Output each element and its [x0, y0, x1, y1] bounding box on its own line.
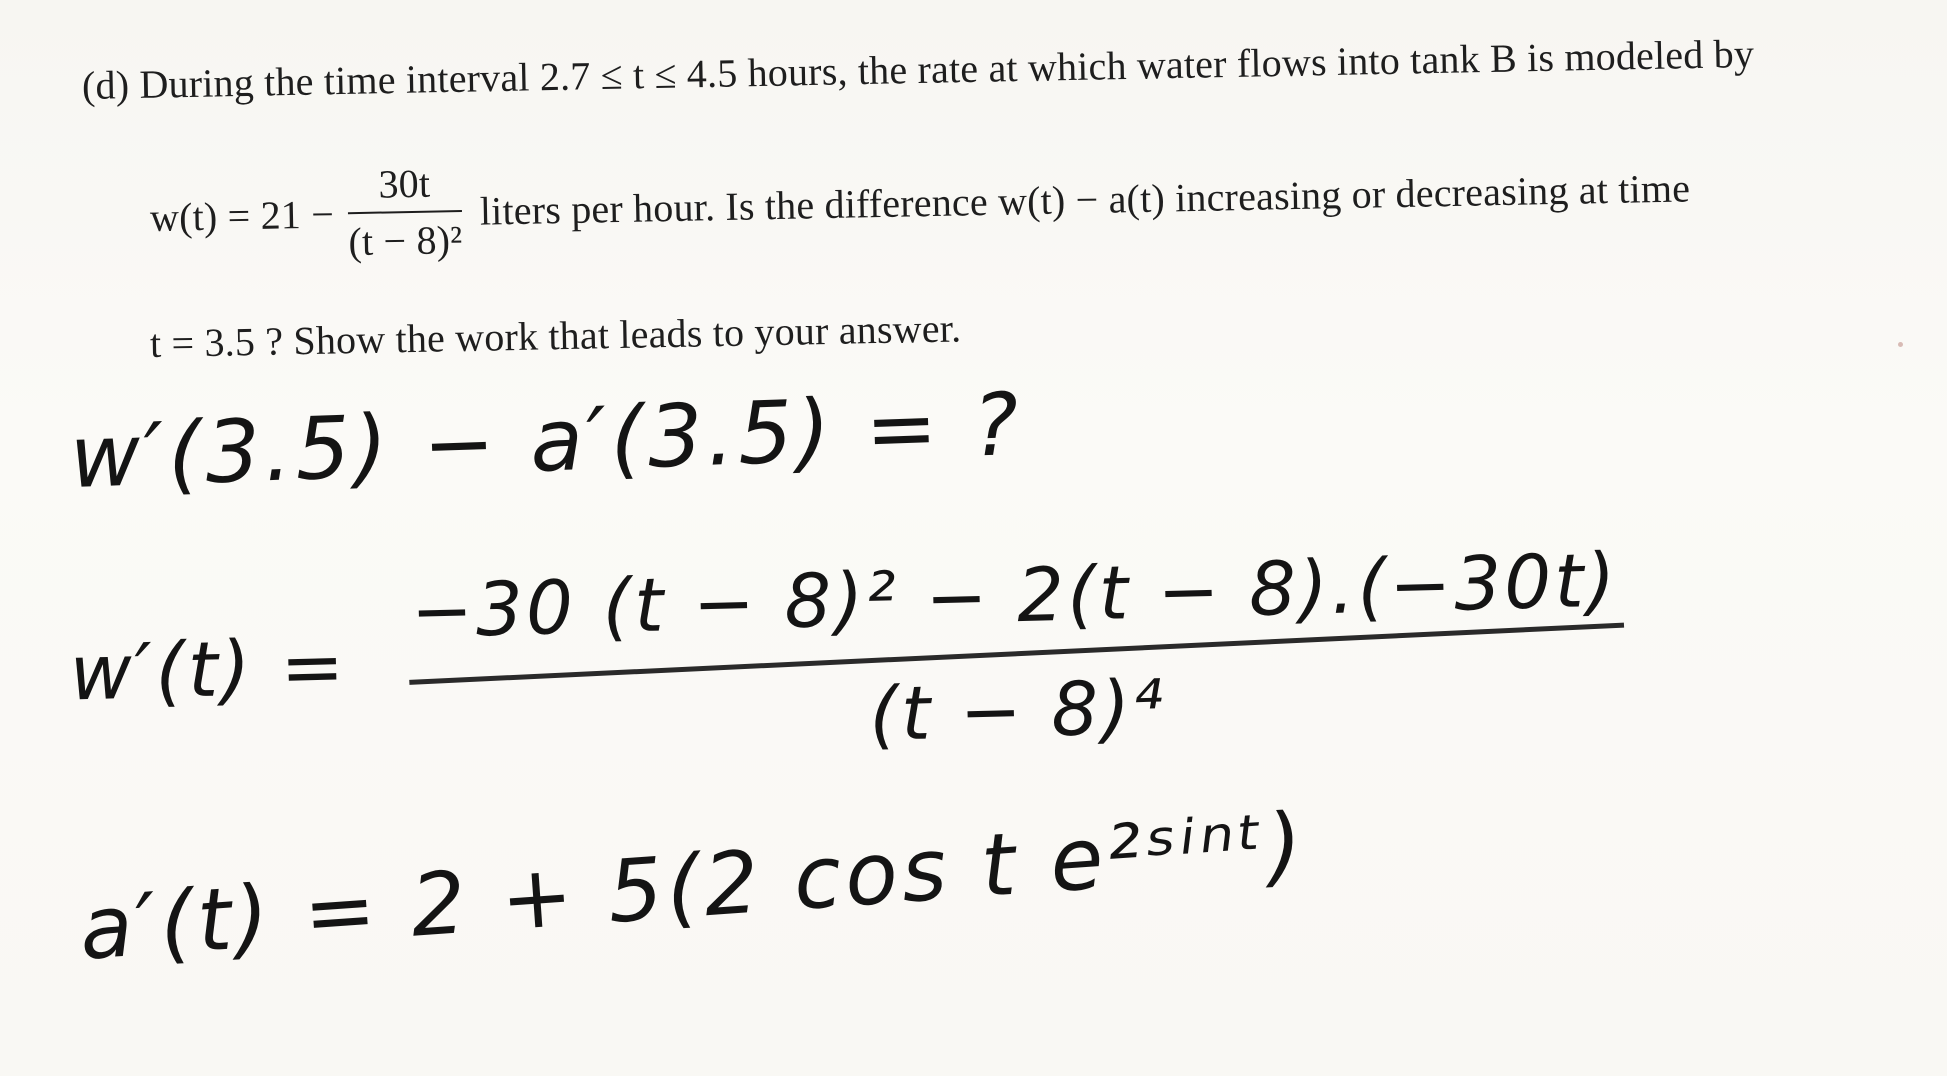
handwritten-derivative-question: w′(3.5) − a′(3.5) = ?: [68, 374, 1025, 508]
w-prime-lead: w′(t) =: [68, 621, 349, 718]
handwritten-w-prime: [67, 537, 1626, 779]
paper-speck: [1898, 342, 1903, 347]
w-definition-lead: w(t) = 21 −: [149, 190, 335, 240]
problem-line-3: t = 3.5 ? Show the work that leads to your answer.: [149, 305, 962, 366]
quotient-denominator: (t − 8)⁴: [868, 664, 1167, 759]
fraction-numerator: 30t: [378, 160, 431, 207]
fraction-denominator: (t − 8)²: [348, 217, 463, 265]
w-definition-tail: liters per hour. Is the difference w(t) − a(t) increasing or decreasing at time: [479, 164, 1691, 234]
handwritten-a-prime: a′(t) = 2 + 5(2 cos t e²ˢⁱⁿᵗ): [76, 794, 1310, 980]
rate-fraction: [347, 159, 463, 265]
quotient-rule-fraction: [406, 537, 1627, 770]
quotient-numerator: −30 (t − 8)² − 2(t − 8).(−30t): [409, 537, 1620, 656]
problem-line-1: (d) During the time interval 2.7 ≤ t ≤ 4.5 hours, the rate at which water flows into tank B is modeled by: [81, 30, 1755, 108]
